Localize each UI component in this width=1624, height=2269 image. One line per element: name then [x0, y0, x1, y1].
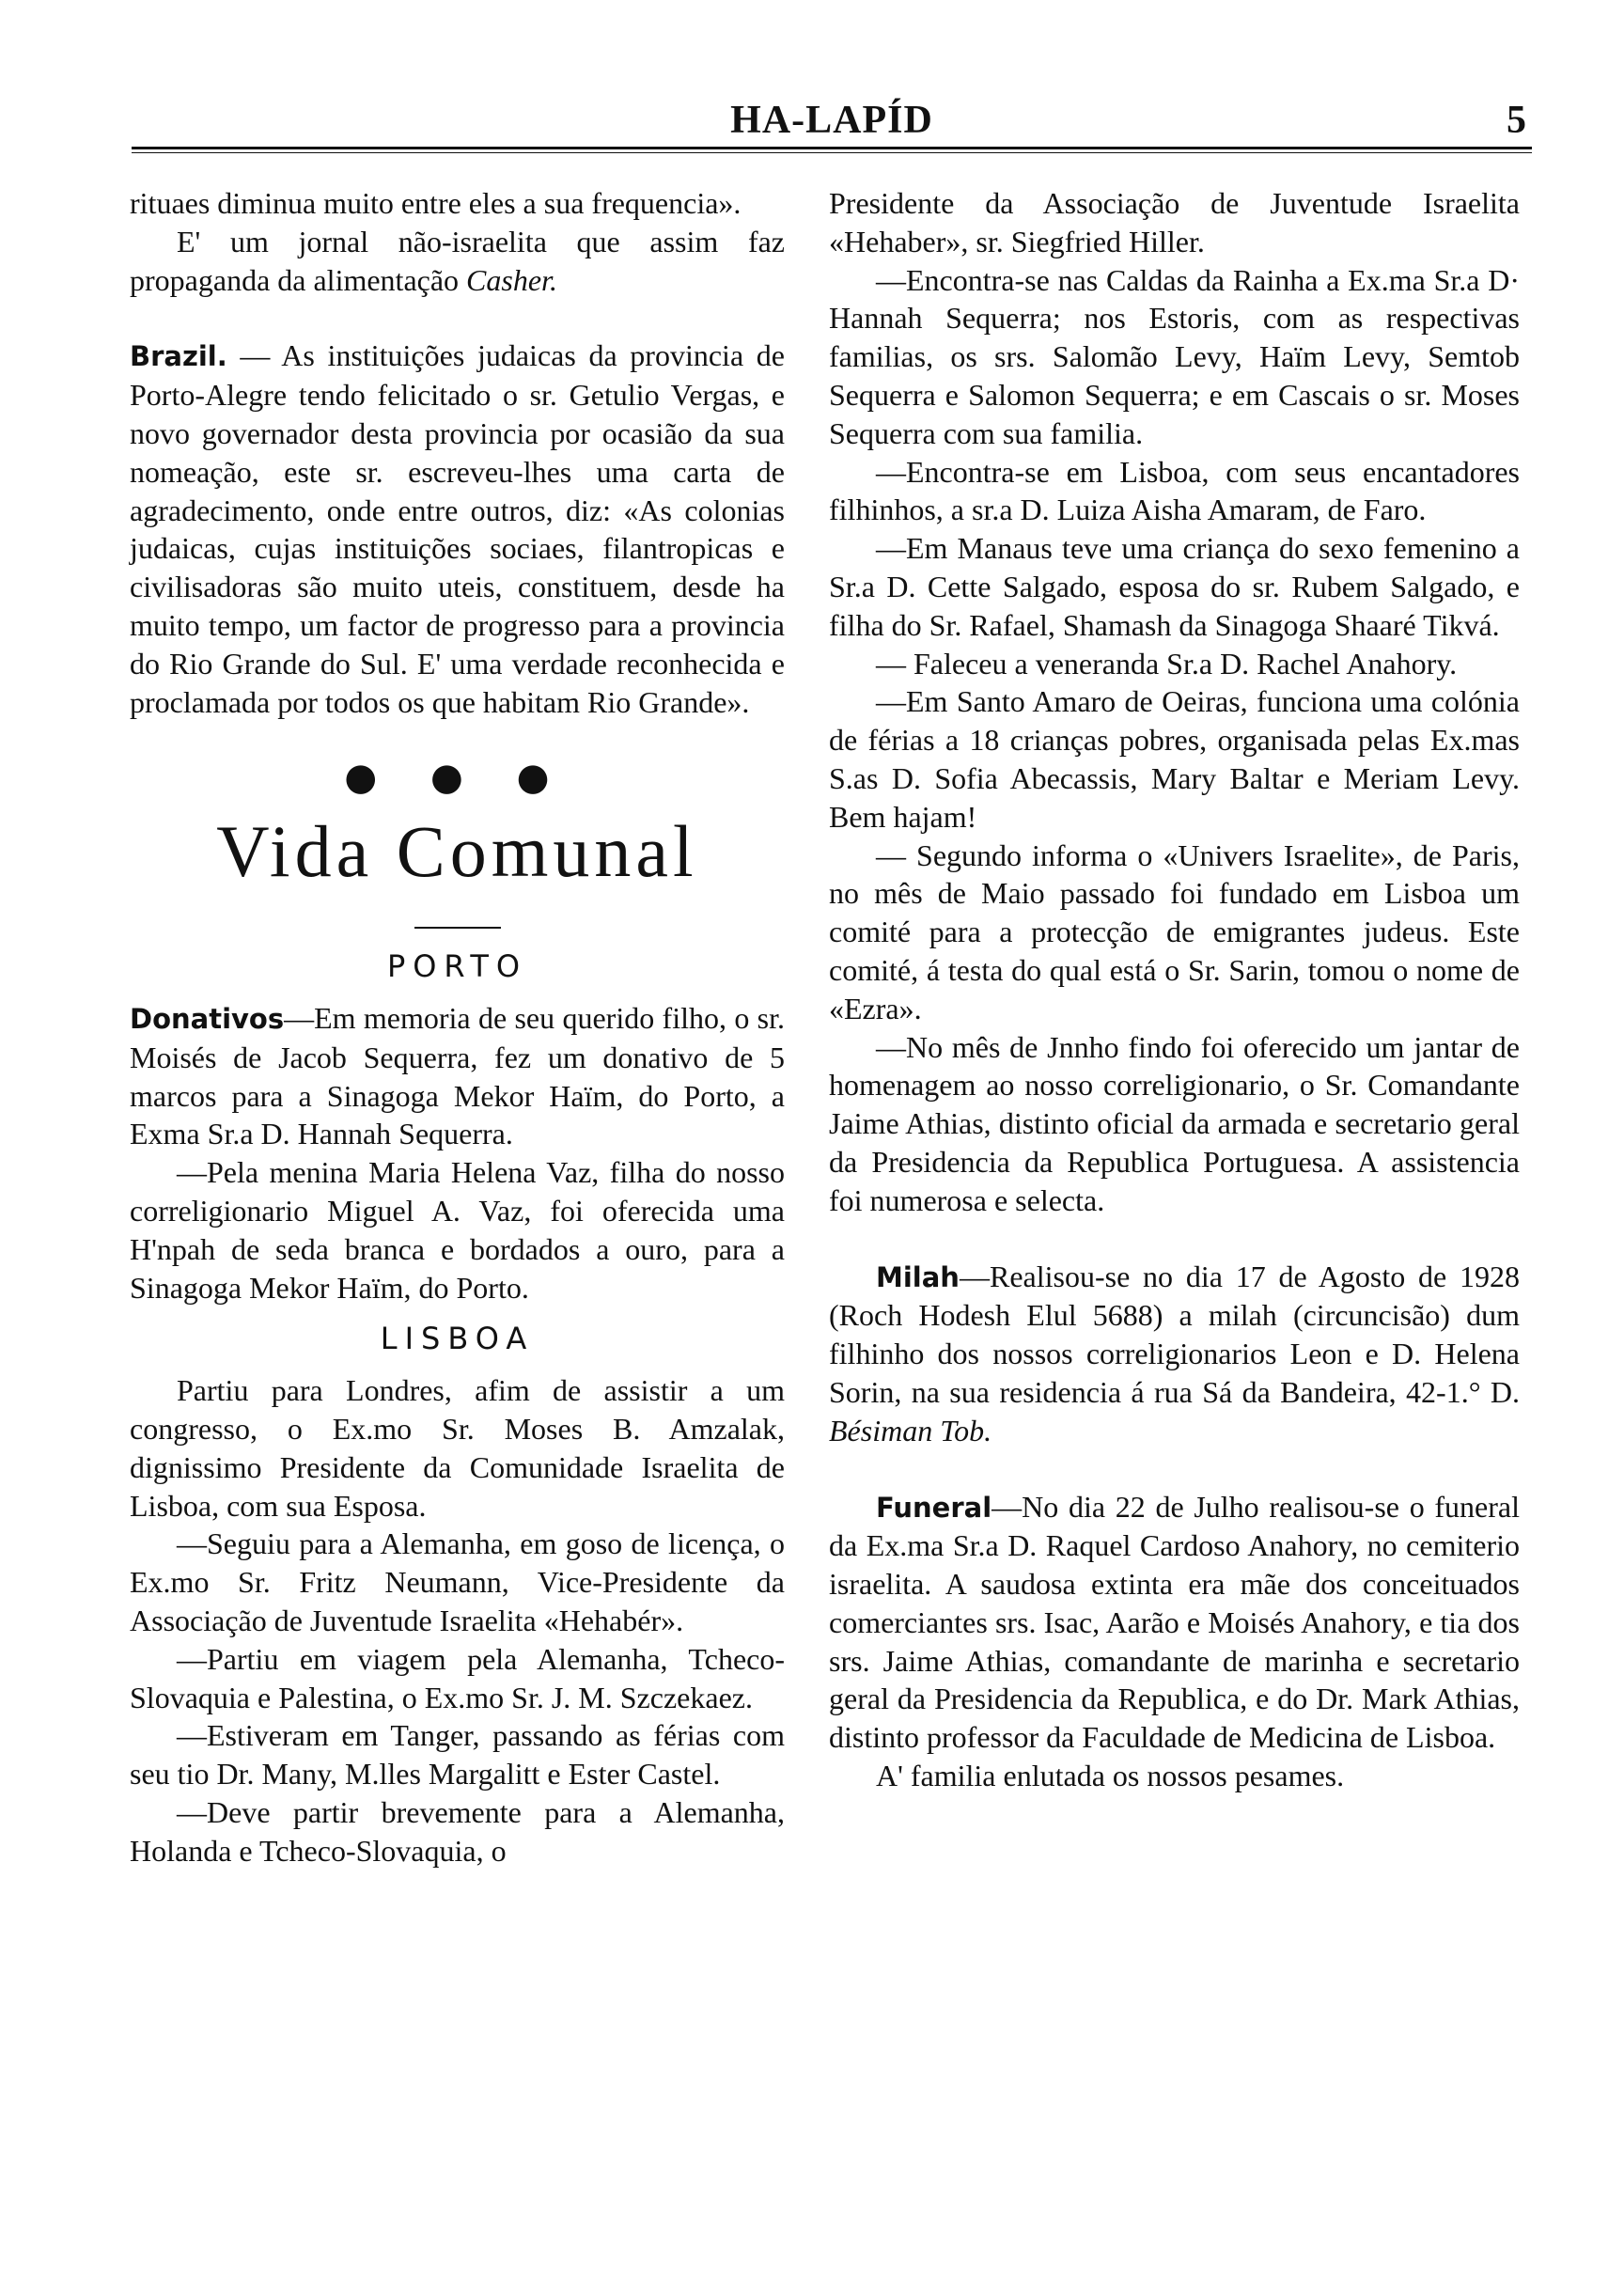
- paragraph: rituaes diminua muito entre eles a sua frequencia».: [130, 186, 742, 220]
- title-rule: [414, 927, 501, 929]
- paragraph: —Partiu em viagem pela Alemanha, Tcheco-Slovaquia e Palestina, o Ex.mo Sr. J. M. Szczekaez.: [130, 1641, 785, 1714]
- text: — As instituições judaicas da provincia de Porto-Alegre tendo felicitado o sr. Getulio Vergas, e novo governador desta provincia por ocasião da sua nomeação, este sr. escreveu-lhes uma carta de agradecimento, onde entre outros, diz: «As colonias judaicas, cujas instituições sociaes, filantropicas e civilisadoras são muito uteis, constituem, desde ha muito tempo, um factor de progresso para a provincia do Rio Grande do Sul. E' uma verdade reconhecida e proclamada por todos os que habitam Rio Grande».: [130, 338, 786, 719]
- right-column: [829, 184, 1520, 1795]
- paragraph: A' familia enlutada os nossos pesames.: [876, 1759, 1345, 1793]
- paragraph: —No mês de Jnnho findo foi oferecido um jantar de homenagem ao nosso correligionario, o Sr. Comandante Jaime Athias, distinto oficial da armada e secretario geral da Presidencia da Republica Portuguesa. A assistencia foi numerosa e selecta.: [829, 1029, 1520, 1217]
- paragraph: —Deve partir brevemente para a Alemanha, Holanda e Tcheco-Slovaquia, o: [130, 1794, 785, 1868]
- section-title: Vida Comunal: [216, 810, 698, 893]
- city-heading-lisboa: LISBOA: [380, 1321, 535, 1357]
- header-rule-thin: [132, 152, 1532, 153]
- left-column: [130, 184, 785, 1870]
- paragraph: —Seguiu para a Alemanha, em goso de licença, o Ex.mo Sr. Fritz Neumann, Vice-Presidente da Associação de Juventude Israelita «Hehabér».: [130, 1526, 785, 1637]
- paragraph: —Encontra-se em Lisboa, com seus encantadores filhinhos, a sr.a D. Luiza Aisha Amaram, de Faro.: [829, 454, 1520, 527]
- brazil-paragraph: [130, 336, 785, 721]
- paragraph: —Estiveram em Tanger, passando as férias com seu tio Dr. Many, M.lles Margalitt e Ester Castel.: [130, 1718, 785, 1792]
- text: —Em memoria de seu querido filho, o sr. Moisés de Jacob Sequerra, fez um donativo de 5 marcos para a Sinagoga Mekor Haïm, do Porto, a Exma Sr.a D. Hannah Sequerra.: [130, 1000, 785, 1151]
- donativos-paragraph: [130, 999, 785, 1153]
- section-divider-dots: ● ● ●: [344, 756, 570, 800]
- page-header: [132, 98, 1532, 147]
- text: —Realisou-se no dia 17 de Agosto de 1928 (Roch Hodesh Elul 5688) a milah (circuncisão) dum filhinho dos nossos correligionarios Leon e D. Helena Sorin, na sua residencia á rua Sá da Bandeira, 42-1.° D.: [829, 1259, 1520, 1409]
- paragraph: Presidente da Associação de Juventude Israelita «Hehaber», sr. Siegfried Hiller.: [829, 186, 1520, 258]
- paragraph: —Pela menina Maria Helena Vaz, filha do nosso correligionario Miguel A. Vaz, foi oferecida uma H'npah de seda branca e bordados a ouro, para a Sinagoga Mekor Haïm, do Porto.: [130, 1155, 785, 1305]
- text-italic: Casher.: [466, 262, 557, 297]
- city-heading-porto: PORTO: [386, 948, 528, 985]
- section-lead: Donativos: [130, 1002, 285, 1035]
- milah-paragraph: [829, 1258, 1520, 1450]
- paragraph: —Em Manaus teve uma criança do sexo femenino a Sr.a D. Cette Salgado, esposa do sr. Rubem Salgado, e filha do Sr. Rafael, Shamash da Sinagoga Shaaré Tikvá.: [829, 531, 1520, 642]
- section-lead: Brazil.: [130, 340, 227, 373]
- text: —No dia 22 de Julho realisou-se o funeral da Ex.ma Sr.a D. Raquel Cardoso Anahory, no cemiterio israelita. A saudosa extinta era mãe dos conceituados comerciantes srs. Isac, Aarão e Moisés Anahory, e tia dos srs. Jaime Athias, comandante de marinha e secretario geral da Presidencia da Republica, e do Dr. Mark Athias, distinto professor da Faculdade de Medicina de Lisboa.: [829, 1489, 1520, 1755]
- newspaper-title: HA-LAPÍD: [730, 99, 933, 142]
- paragraph: — Segundo informa o «Univers Israelite», de Paris, no mês de Maio passado foi fundado em Lisboa um comité para a protecção de emigrantes judeus. Este comité, á testa do qual está o Sr. Sarin, tomou o nome de «Ezra».: [829, 837, 1520, 1025]
- header-rule: [132, 147, 1532, 149]
- section-lead: Funeral: [876, 1491, 992, 1524]
- text-italic: Bésiman Tob.: [829, 1413, 992, 1447]
- text: E' um jornal não-israelita que assim faz propaganda da alimentação: [130, 224, 785, 297]
- funeral-paragraph: [829, 1488, 1520, 1758]
- paragraph: —Encontra-se nas Caldas da Rainha a Ex.ma Sr.a D· Hannah Sequerra; nos Estoris, com as respectivas familias, os srs. Salomão Levy, Haïm Levy, Semtob Sequerra e Salomon Sequerra; e em Cascais o sr. Moses Sequerra com sua familia.: [829, 262, 1520, 450]
- page-number: 5: [1507, 99, 1526, 142]
- paragraph: —Em Santo Amaro de Oeiras, funciona uma colónia de férias a 18 crianças pobres, organisada pelas Ex.mas S.as D. Sofia Abecassis, Mary Baltar e Meriam Levy. Bem hajam!: [829, 684, 1520, 834]
- section-lead: Milah: [876, 1260, 960, 1293]
- paragraph: — Faleceu a veneranda Sr.a D. Rachel Anahory.: [876, 646, 1458, 681]
- paragraph: Partiu para Londres, afim de assistir a um congresso, o Ex.mo Sr. Moses B. Amzalak, dignissimo Presidente da Comunidade Israelita de Lisboa, com sua Esposa.: [130, 1373, 785, 1523]
- paragraph: [130, 223, 785, 300]
